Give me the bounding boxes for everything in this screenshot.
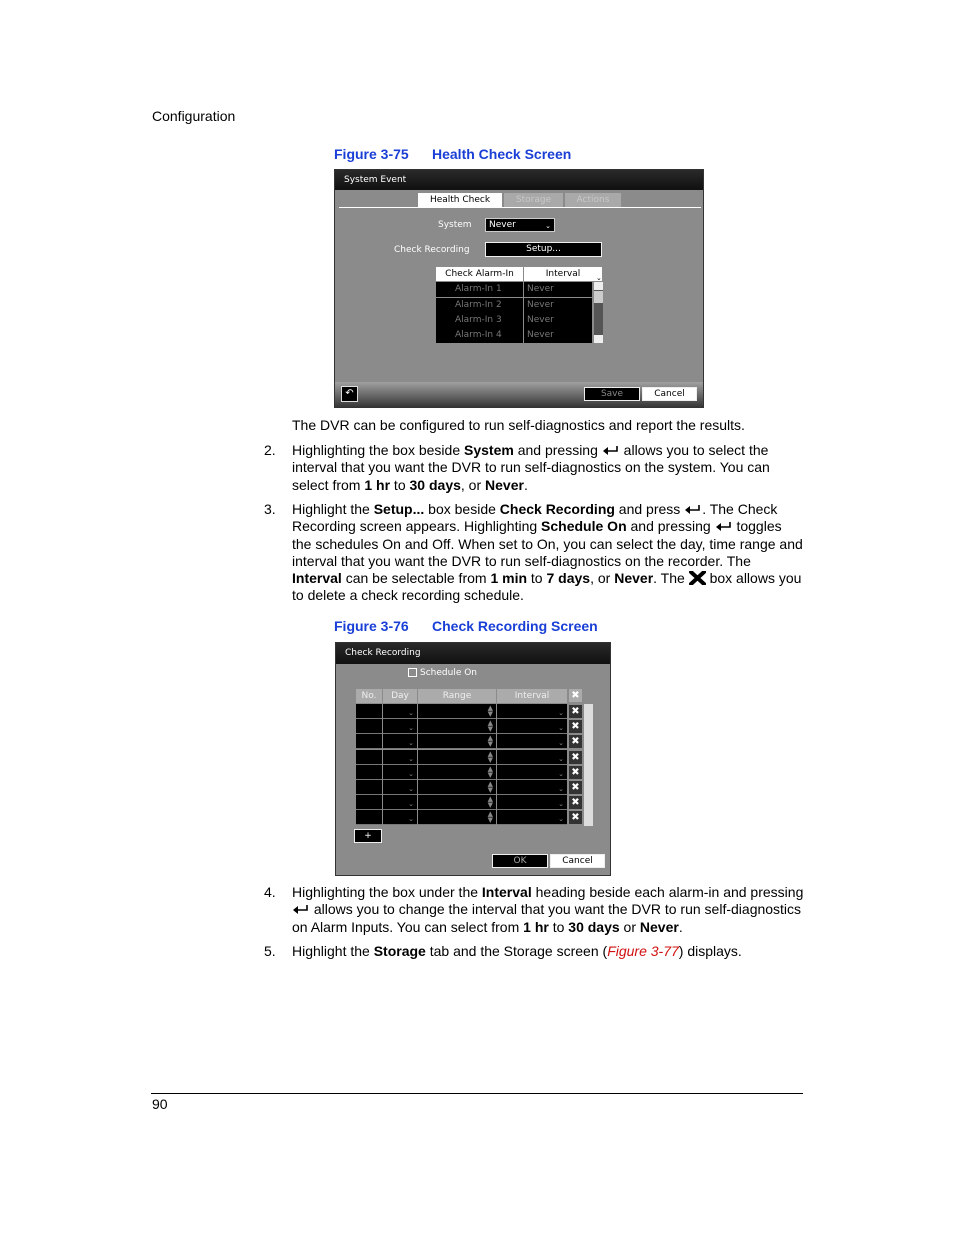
- chevron-down-icon: ⌄: [408, 815, 414, 824]
- cancel-button[interactable]: Cancel: [642, 387, 697, 401]
- schedule-row-range[interactable]: [418, 795, 496, 810]
- table-row-interval[interactable]: Never: [524, 282, 592, 297]
- schedule-row-interval[interactable]: [497, 704, 567, 719]
- schedule-row-range[interactable]: [418, 780, 496, 795]
- delete-row-icon[interactable]: ✖: [569, 796, 582, 809]
- chevron-down-icon: ⌄: [408, 769, 414, 778]
- schedule-on-checkbox[interactable]: [408, 668, 417, 677]
- chevron-down-icon: ⌄: [558, 769, 564, 778]
- delete-row-icon[interactable]: ✖: [569, 766, 582, 779]
- page-number: 90: [152, 1096, 168, 1112]
- chevron-down-icon: ⌄: [558, 709, 564, 717]
- spinner-icon: ▲ ▼: [487, 780, 493, 794]
- column-header-range: Range: [418, 689, 496, 703]
- chevron-down-icon: ⌄: [408, 785, 414, 793]
- schedule-row-day[interactable]: [383, 810, 417, 825]
- window-title: Check Recording: [345, 648, 421, 658]
- footer-rule: [151, 1093, 803, 1094]
- schedule-row-range[interactable]: [418, 810, 496, 825]
- schedule-row-day[interactable]: [383, 704, 417, 719]
- spinner-icon: ▲ ▼: [487, 704, 493, 718]
- window-titlebar: [336, 643, 610, 664]
- enter-key-icon: [602, 445, 620, 456]
- chevron-down-icon: ⌄: [408, 800, 414, 809]
- step-3-text: Highlight the Setup... box beside Check Recording and press . The Check Recording screen appears. Highlighting Schedule On and pressing toggles the schedules On and Off. When set to On, you can select the day, time range and interval that you want the DVR to run self-diagnostics on the recorder. The Interval can be selectable from 1 min to 7 days, or Never. The box allows you to delete a check recording schedule.: [292, 501, 803, 604]
- health-check-screen: [334, 169, 704, 408]
- table-row-interval[interactable]: Never: [524, 328, 592, 343]
- column-header-interval: Interval: [524, 267, 602, 281]
- chevron-down-icon: ⌄: [408, 709, 414, 717]
- schedule-row-no: [356, 719, 382, 734]
- schedule-row-no: [356, 750, 382, 765]
- step-number: 4.: [264, 884, 276, 900]
- schedule-row-no: [356, 780, 382, 795]
- column-header-interval: Interval: [497, 689, 567, 703]
- table-row-alarm[interactable]: Alarm-In 3: [436, 313, 523, 328]
- schedule-row-no: [356, 765, 382, 780]
- step-2-text: Highlighting the box beside System and pressing allows you to select the interval that you want the DVR to run self-diagnostics on the system. You can select from 1 hr to 30 days, or Never.: [292, 442, 770, 493]
- column-header-day: Day: [383, 689, 417, 703]
- spinner-icon: ▲ ▼: [487, 795, 493, 810]
- window-titlebar: [335, 170, 703, 190]
- setup-button[interactable]: Setup...: [485, 242, 602, 257]
- back-icon[interactable]: ↶: [341, 386, 358, 402]
- chevron-down-icon: ⌄: [558, 785, 564, 793]
- delete-x-icon: [689, 571, 706, 585]
- cancel-button[interactable]: Cancel: [550, 854, 605, 868]
- schedule-row-interval[interactable]: [497, 795, 567, 810]
- schedule-row-day[interactable]: [383, 765, 417, 780]
- figure-label: Figure 3-76: [334, 618, 409, 634]
- chevron-down-icon: ⌄: [596, 274, 602, 282]
- delete-row-icon[interactable]: ✖: [569, 735, 582, 748]
- figure-3-75-caption: [334, 146, 571, 162]
- tab-health-check[interactable]: Health Check: [418, 193, 502, 207]
- window-title: System Event: [344, 175, 407, 185]
- step-5-text: Highlight the Storage tab and the Storage screen (Figure 3-77) displays.: [292, 943, 742, 959]
- add-schedule-button[interactable]: +: [354, 829, 382, 843]
- schedule-row-day[interactable]: [383, 795, 417, 810]
- ok-button[interactable]: OK: [492, 854, 548, 868]
- step-number: 5.: [264, 943, 276, 959]
- table-row-alarm[interactable]: Alarm-In 2: [436, 298, 523, 313]
- schedule-row-day[interactable]: [383, 780, 417, 795]
- schedule-on-label: Schedule On: [420, 668, 478, 678]
- chevron-down-icon: ⌄: [545, 222, 551, 230]
- schedule-row-range[interactable]: [418, 750, 496, 765]
- schedule-row-range[interactable]: [418, 704, 496, 719]
- table-row-interval[interactable]: Never: [524, 313, 592, 328]
- spinner-icon: ▲ ▼: [487, 810, 493, 825]
- figure-title: Check Recording Screen: [432, 618, 598, 634]
- schedule-row-no: [356, 810, 382, 825]
- tab-storage[interactable]: Storage: [504, 193, 563, 207]
- chevron-down-icon: ⌄: [558, 815, 564, 824]
- step-4-text: Highlighting the box under the Interval heading beside each alarm-in and pressing allows you to change the interval that you want the DVR to run self-diagnostics on Alarm Inputs. You can select from 1 hr to 30 days or Never.: [292, 884, 804, 935]
- schedule-row-range[interactable]: [418, 719, 496, 734]
- schedule-row-interval[interactable]: [497, 719, 567, 734]
- figure-3-76-caption: [334, 618, 598, 634]
- table-row-interval[interactable]: Never: [524, 298, 592, 313]
- system-label: System: [438, 220, 472, 230]
- delete-row-icon[interactable]: ✖: [569, 751, 582, 764]
- schedule-row-day[interactable]: [383, 750, 417, 765]
- table-row-alarm[interactable]: Alarm-In 4: [436, 328, 523, 343]
- scrollbar[interactable]: [584, 704, 593, 826]
- schedule-row-interval[interactable]: [497, 750, 567, 765]
- chevron-down-icon: ⌄: [408, 724, 414, 733]
- running-header: Configuration: [152, 108, 236, 124]
- chevron-down-icon: ⌄: [558, 739, 564, 748]
- spinner-icon: ▲ ▼: [487, 734, 493, 749]
- delete-row-icon[interactable]: ✖: [569, 811, 582, 824]
- schedule-row-no: [356, 734, 382, 749]
- spinner-icon: ▲ ▼: [487, 764, 493, 779]
- column-header-no: No.: [356, 689, 382, 703]
- step-number: 2.: [264, 442, 276, 458]
- figure-3-77-link[interactable]: Figure 3-77: [607, 943, 679, 959]
- delete-all-icon[interactable]: ✖: [569, 689, 582, 702]
- schedule-row-day[interactable]: [383, 719, 417, 734]
- system-interval-dropdown[interactable]: [485, 218, 555, 232]
- figure-label: Figure 3-75: [334, 146, 409, 162]
- enter-key-icon: [684, 504, 702, 515]
- delete-row-icon[interactable]: ✖: [569, 781, 582, 794]
- system-interval-value: Never: [489, 220, 516, 230]
- delete-row-icon[interactable]: ✖: [569, 720, 582, 733]
- schedule-row-interval[interactable]: [497, 810, 567, 825]
- schedule-row-range[interactable]: [418, 765, 496, 780]
- spinner-icon: ▲ ▼: [487, 719, 493, 734]
- intro-paragraph: The DVR can be configured to run self-diagnostics and report the results.: [292, 417, 745, 433]
- enter-key-icon: [292, 904, 310, 915]
- schedule-row-day[interactable]: [383, 734, 417, 749]
- schedule-row-interval[interactable]: [497, 734, 567, 749]
- table-row-alarm[interactable]: Alarm-In 1: [436, 282, 523, 297]
- schedule-row-interval[interactable]: [497, 765, 567, 780]
- check-recording-label: Check Recording: [394, 245, 470, 255]
- chevron-down-icon: ⌄: [558, 754, 564, 763]
- delete-row-icon[interactable]: ✖: [569, 705, 582, 718]
- save-button[interactable]: Save: [584, 387, 640, 401]
- chevron-down-icon: ⌄: [558, 800, 564, 809]
- schedule-row-no: [356, 795, 382, 810]
- chevron-down-icon: ⌄: [408, 739, 414, 748]
- schedule-row-range[interactable]: [418, 734, 496, 749]
- spinner-icon: ▲ ▼: [487, 749, 493, 764]
- check-recording-screen: [335, 642, 611, 876]
- enter-key-icon: [715, 521, 733, 532]
- step-number: 3.: [264, 501, 276, 517]
- schedule-row-no: [356, 704, 382, 719]
- scrollbar[interactable]: [594, 282, 603, 343]
- column-header-check-alarm-in: Check Alarm-In: [436, 267, 523, 281]
- schedule-row-interval[interactable]: [497, 780, 567, 795]
- chevron-down-icon: ⌄: [408, 754, 414, 763]
- tab-underline: [339, 207, 701, 208]
- tab-actions[interactable]: Actions: [565, 193, 621, 207]
- figure-title: Health Check Screen: [432, 146, 572, 162]
- chevron-down-icon: ⌄: [558, 724, 564, 733]
